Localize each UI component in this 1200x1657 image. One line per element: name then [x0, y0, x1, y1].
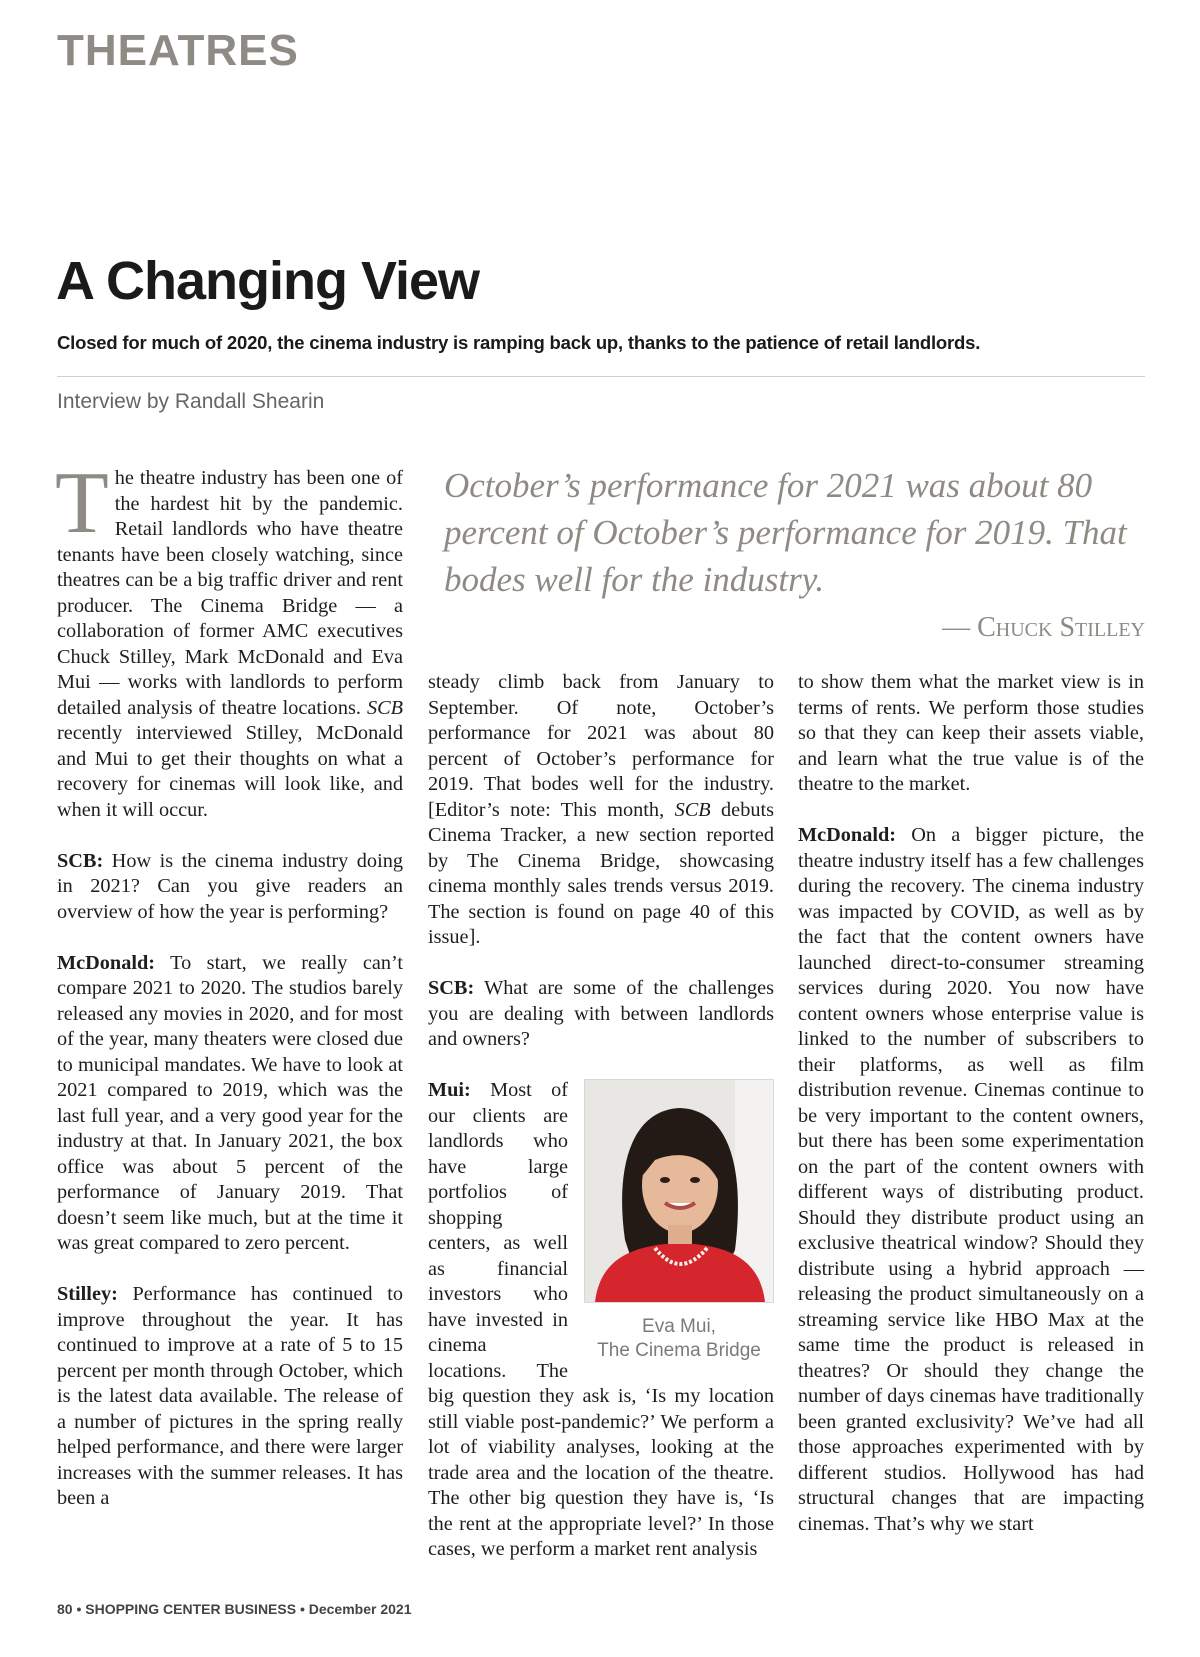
question-text: How is the cinema industry doing in 2021? Can you give readers an overview of how the year is performing?: [57, 849, 403, 923]
intro-paragraph: [55, 455, 403, 823]
body-paragraph: [428, 670, 774, 951]
section-label: THEATRES: [57, 26, 299, 75]
answer-paragraph: [57, 1282, 403, 1512]
speaker-label: SCB:: [428, 977, 475, 999]
answer-paragraph: [798, 823, 1144, 1537]
header-rule: [57, 376, 1145, 377]
body-text-end: debuts Cinema Tracker, a new section reported by The Cinema Bridge, showcasing cinema monthly sales trends versus 2019. The section is found on page 40 of this issue].: [428, 798, 774, 948]
speaker-label: SCB:: [57, 849, 104, 872]
speaker-label: Stilley:: [57, 1283, 118, 1305]
pull-quote: October’s performance for 2021 was about 80 percent of October’s performance for 2019. That bodes well for the industry.: [444, 466, 1127, 599]
question-text: What are some of the challenges you are dealing with between landlords and owners?: [428, 977, 774, 1050]
answer-text: Performance has continued to improve throughout the year. It has continued to improve at a rate of 5 to 15 percent per month through October, which is the latest data available. The release of a number of pictures in the spring really helped performance, and there were larger increases with the summer releases. It has been a: [57, 1283, 403, 1509]
portrait-figure: [584, 1079, 774, 1371]
question-paragraph: [428, 976, 774, 1053]
caption-org: The Cinema Bridge: [597, 1340, 761, 1361]
portrait-photo: [584, 1079, 774, 1303]
page-footer: 80 • SHOPPING CENTER BUSINESS • December 2021: [57, 1601, 412, 1617]
column-2: [428, 670, 774, 1563]
intro-text-end: recently interviewed Stilley, McDonald and Mui to get their thoughts on what a recovery for cinemas will look like, and when it will occur.: [57, 722, 403, 821]
answer-text: To start, we really can’t compare 2021 to 2020. The studios barely released any movies in 2020, and for most of the year, many theaters were closed due to municipal mandates. We have to look at 2021 compared to 2019, which was the last full year, and a very good year for the industry at that. In January 2021, the box office was about 5 percent of the performance of January 2019. That doesn’t seem like much, but at the time it was great compared to zero percent.: [57, 951, 403, 1254]
drop-cap: T: [55, 455, 109, 552]
pull-quote-attribution: — Chuck Stilley: [942, 612, 1145, 643]
publication-abbrev: SCB: [366, 696, 403, 719]
column-1: [55, 455, 403, 1512]
photo-caption: [584, 1315, 774, 1363]
byline: Interview by Randall Shearin: [57, 390, 325, 413]
answer-paragraph: [57, 951, 403, 1257]
intro-text: he theatre industry has been one of the hardest hit by the pandemic. Retail landlords who have theatre tenants have been closely watching, since theatres can be a big traffic driver and rent producer. The Cinema Bridge — a collaboration of former AMC executives Chuck Stilley, Mark McDonald and Eva Mui — works with landlords to perform detailed analysis of theatre locations.: [57, 467, 403, 719]
caption-name: Eva Mui,: [642, 1316, 716, 1337]
publication-abbrev: SCB: [674, 798, 711, 821]
article-deck: Closed for much of 2020, the cinema industry is ramping back up, thanks to the patience of retail landlords.: [57, 332, 981, 353]
body-paragraph: to show them what the market view is in terms of rents. We perform those studies so that they can keep their assets viable, and learn what the true value is of the theatre to the market.: [798, 671, 1144, 795]
speaker-label: McDonald:: [798, 824, 897, 846]
portrait-illustration: [585, 1080, 773, 1302]
article-headline: A Changing View: [56, 251, 480, 311]
body-text: steady climb back from January to September. Of note, October’s performance for 2021 was about 80 percent of October’s performance for 2019. That bodes well for the industry. [Editor’s note: This month,: [428, 671, 774, 821]
question-paragraph: [57, 849, 403, 926]
speaker-label: McDonald:: [57, 951, 156, 974]
answer-text: On a bigger picture, the theatre industry itself has a few challenges during the recovery. The cinema industry was impacted by COVID, as well as by the fact that the content owners have launched direct-to-consumer streaming services during 2020. You now have content owners whose enterprise value is linked to the number of subscribers to their platforms, as well as film distribution revenue. Cinemas continue to be very important to the content owners, but there has been some experimentation on the part of the content owners with different ways of distributing product. Should they distribute product using an exclusive theatrical window? Should they distribute using a hybrid approach — releasing the product simultaneously on a streaming service like HBO Max at the same time the product is released in theatres? Or should they change the number of days cinemas have traditionally been granted exclusivity? We’ve had all those approaches experimented with by different studios. Hollywood has had structural changes that are impacting cinemas. That’s why we start: [798, 824, 1144, 1535]
answer-text: Most of our clients are landlords who have large portfolios of shopping centers, as well as financial investors who have invested in cinema locations. The big question they ask is, ‘Is my location still viable post-pandemic?’ We perform a lot of viability analyses, looking at the trade area and the location of the theatre. The other big question they have is, ‘Is the rent at the appropriate level?’ In those cases, we perform a market rent analysis: [428, 1079, 774, 1560]
speaker-label: Mui:: [428, 1079, 471, 1101]
column-3: [798, 670, 1144, 1537]
